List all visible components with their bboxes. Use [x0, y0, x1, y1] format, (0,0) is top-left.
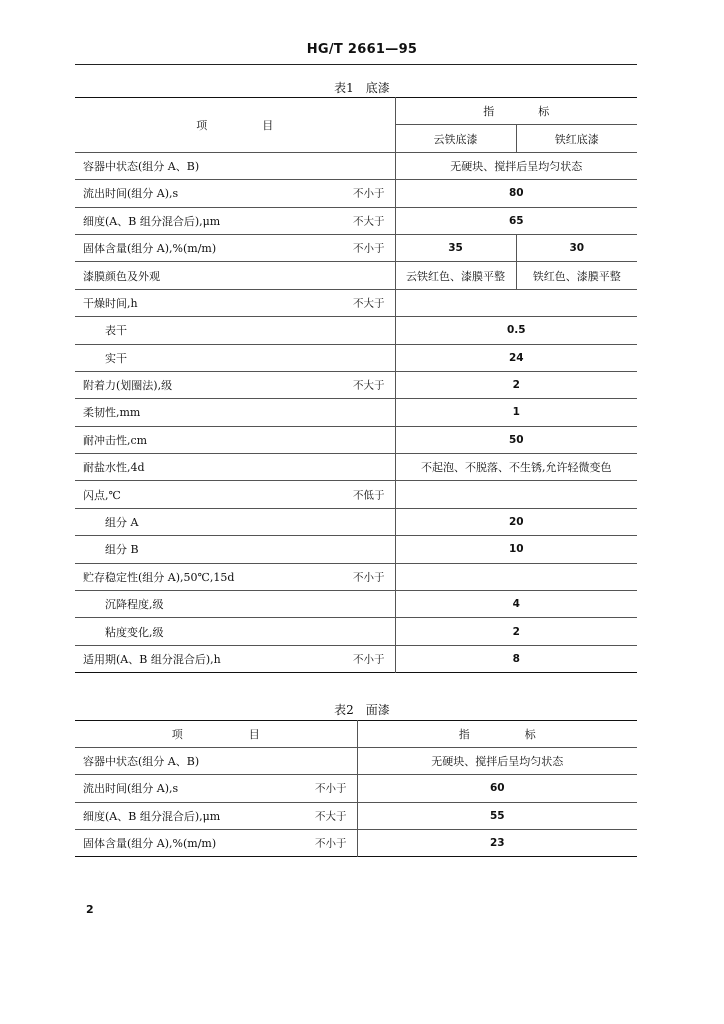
row-value: 60	[357, 775, 637, 802]
row-value-2: 30	[516, 234, 637, 261]
table-row	[75, 152, 637, 179]
table1-header-item: 项 目	[196, 118, 274, 132]
row-condition: 不大于	[353, 379, 385, 392]
row-value: 2	[395, 371, 637, 398]
table-row	[75, 262, 637, 289]
table-row	[75, 426, 637, 453]
row-condition: 不小于	[315, 837, 347, 850]
row-condition: 不大于	[315, 810, 347, 823]
table-row	[75, 591, 637, 618]
row-value	[395, 289, 637, 316]
row-item: 沉降程度,级	[75, 591, 395, 618]
row-item: 耐冲击性,cm	[75, 426, 395, 453]
row-condition: 不大于	[353, 215, 385, 228]
row-value: 80	[395, 180, 637, 207]
table-row	[75, 829, 637, 856]
table-row	[75, 399, 637, 426]
row-item: 细度(A、B 组分混合后),μm 不大于	[75, 802, 357, 829]
row-value-2: 铁红色、漆膜平整	[516, 262, 637, 289]
row-item: 适用期(A、B 组分混合后),h 不小于	[75, 645, 395, 672]
table-row	[75, 645, 637, 672]
table-row	[75, 180, 637, 207]
row-value: 2	[395, 618, 637, 645]
table-row	[75, 371, 637, 398]
standard-code: HG/T 2661—95	[306, 42, 418, 57]
row-item: 组分 A	[75, 508, 395, 535]
row-item: 组分 B	[75, 536, 395, 563]
row-value: 20	[395, 508, 637, 535]
table-row	[75, 234, 637, 261]
row-value: 55	[357, 802, 637, 829]
table2-header-row	[75, 721, 637, 748]
row-value: 4	[395, 591, 637, 618]
row-value: 0.5	[395, 317, 637, 344]
page-number: 2	[86, 903, 94, 916]
row-item: 固体含量(组分 A),%(m/m) 不小于	[75, 234, 395, 261]
row-value-1: 35	[395, 234, 516, 261]
table-row	[75, 802, 637, 829]
row-item: 贮存稳定性(组分 A),50℃,15d 不小于	[75, 563, 395, 590]
row-condition: 不小于	[353, 571, 385, 584]
row-item: 表干	[75, 317, 395, 344]
table1-header-sub1: 云铁底漆	[395, 125, 516, 152]
table-row	[75, 207, 637, 234]
row-item: 细度(A、B 组分混合后),μm 不大于	[75, 207, 395, 234]
table-row	[75, 563, 637, 590]
row-value: 23	[357, 829, 637, 856]
table-row	[75, 481, 637, 508]
row-condition: 不低于	[353, 489, 385, 502]
table-row	[75, 536, 637, 563]
row-value-1: 云铁红色、漆膜平整	[395, 262, 516, 289]
row-value: 10	[395, 536, 637, 563]
row-value: 不起泡、不脱落、不生锈,允许轻微变色	[395, 454, 637, 481]
row-condition: 不小于	[353, 187, 385, 200]
row-condition: 不小于	[315, 782, 347, 795]
table2-header-index: 指 标	[357, 721, 637, 748]
row-item: 柔韧性,mm	[75, 399, 395, 426]
table-row	[75, 289, 637, 316]
table-row	[75, 344, 637, 371]
header-rule	[75, 64, 637, 65]
row-item: 附着力(划圈法),级 不大于	[75, 371, 395, 398]
row-value	[395, 481, 637, 508]
table-row	[75, 618, 637, 645]
row-value: 50	[395, 426, 637, 453]
row-item: 粘度变化,级	[75, 618, 395, 645]
row-condition: 不小于	[353, 242, 385, 255]
row-item: 干燥时间,h 不大于	[75, 289, 395, 316]
row-item: 流出时间(组分 A),s 不小于	[75, 180, 395, 207]
row-item: 闪点,℃ 不低于	[75, 481, 395, 508]
table1-header-row	[75, 98, 637, 125]
table-row	[75, 748, 637, 775]
table1-header-sub2: 铁红底漆	[516, 125, 637, 152]
row-value: 65	[395, 207, 637, 234]
table1-primer	[75, 97, 637, 673]
table2-topcoat	[75, 720, 637, 857]
row-item: 耐盐水性,4d	[75, 454, 395, 481]
row-item: 实干	[75, 344, 395, 371]
table-row	[75, 454, 637, 481]
table1-title: 表1 底漆	[334, 81, 390, 95]
row-value	[395, 563, 637, 590]
table-row	[75, 775, 637, 802]
row-item: 固体含量(组分 A),%(m/m) 不小于	[75, 829, 357, 856]
row-value: 无硬块、搅拌后呈均匀状态	[357, 748, 637, 775]
row-item: 容器中状态(组分 A、B)	[75, 748, 357, 775]
row-value: 无硬块、搅拌后呈均匀状态	[395, 152, 637, 179]
row-condition: 不小于	[353, 653, 385, 666]
row-item: 漆膜颜色及外观	[75, 262, 395, 289]
row-value: 8	[395, 645, 637, 672]
table-row	[75, 508, 637, 535]
table2-title: 表2 面漆	[334, 703, 390, 717]
row-value: 1	[395, 399, 637, 426]
table2-header-item: 项 目	[171, 728, 260, 742]
row-item: 流出时间(组分 A),s 不小于	[75, 775, 357, 802]
row-value: 24	[395, 344, 637, 371]
table1-header-index: 指 标	[395, 98, 637, 125]
table-row	[75, 317, 637, 344]
row-item: 容器中状态(组分 A、B)	[75, 152, 395, 179]
row-condition: 不大于	[353, 297, 385, 310]
